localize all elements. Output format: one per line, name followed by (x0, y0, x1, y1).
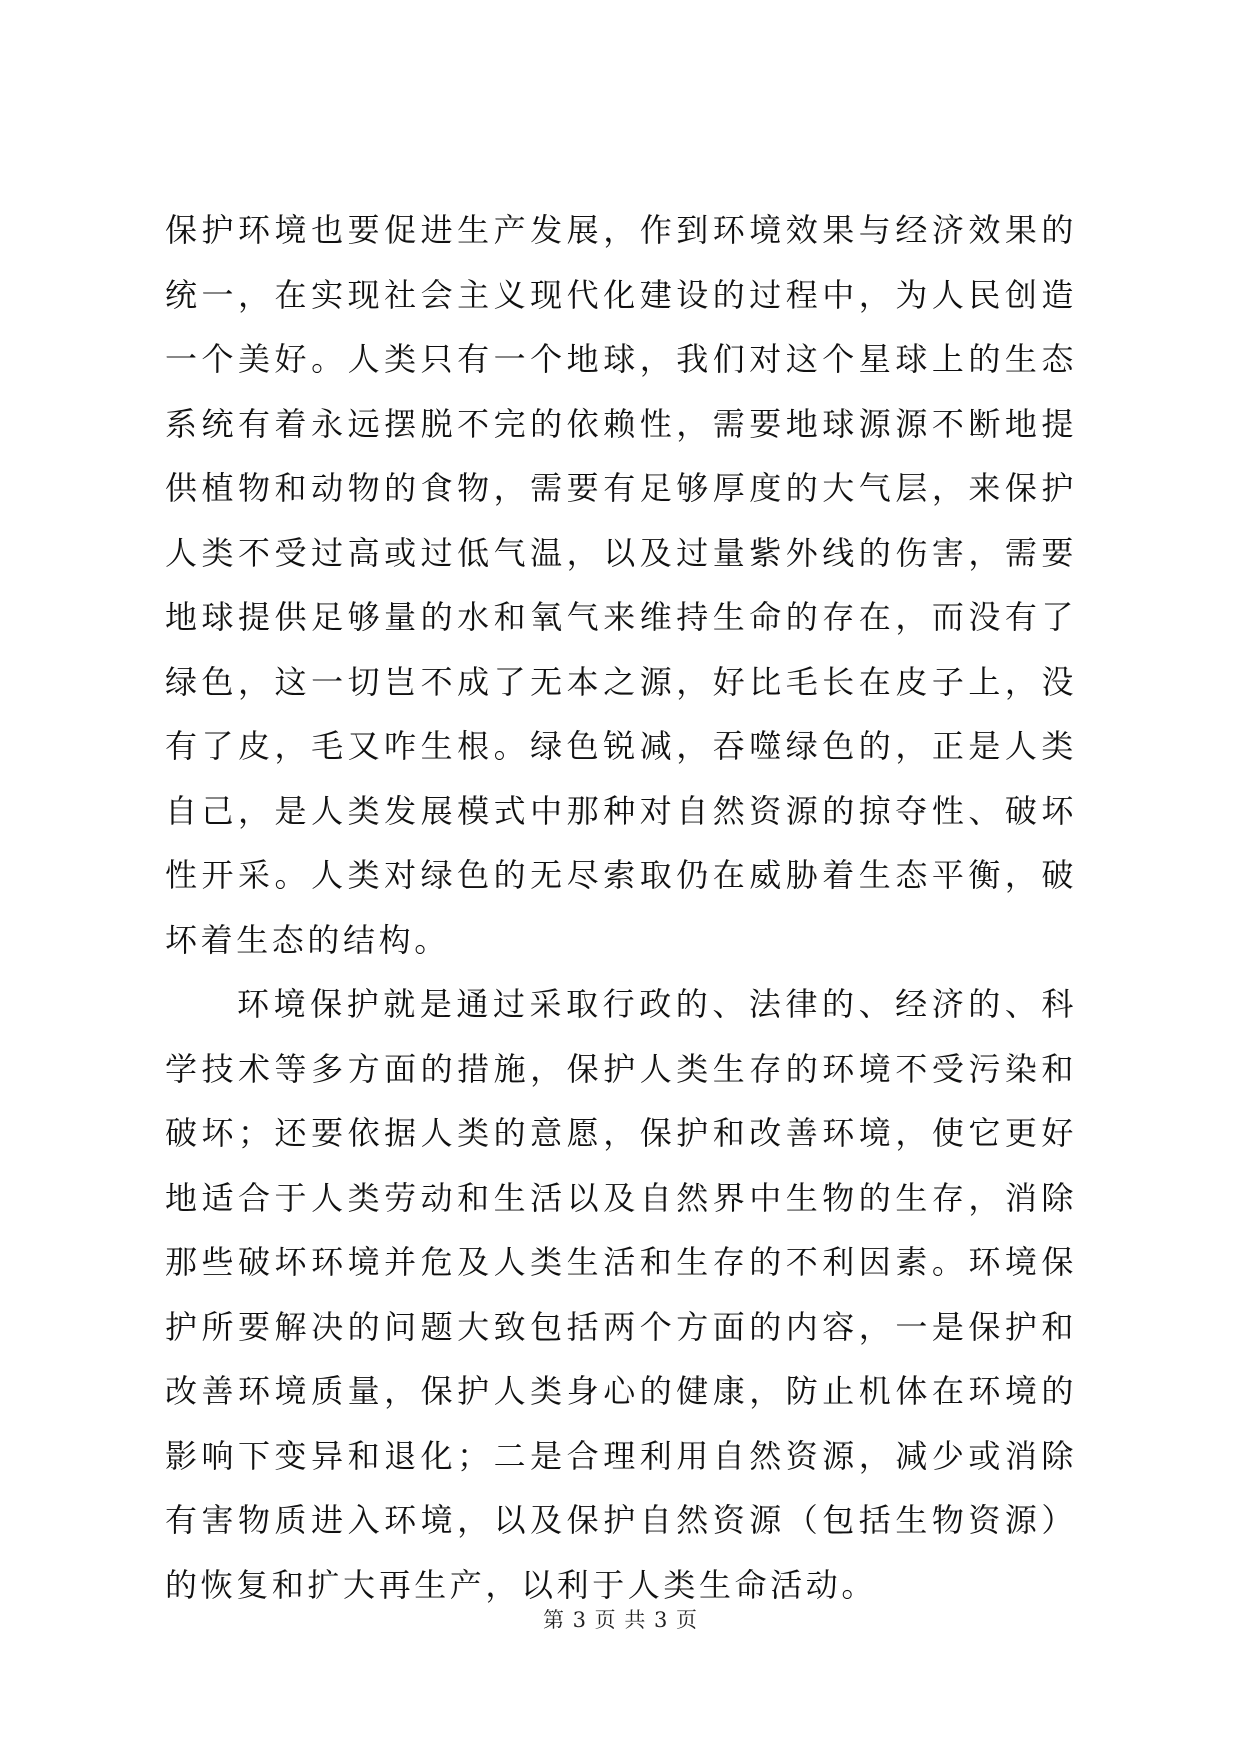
page-footer: 第 3 页 共 3 页 (542, 1608, 699, 1632)
document-body (165, 198, 1077, 1617)
paragraph-2: 环境保护就是通过采取行政的、法律的、经济的、科学技术等多方面的措施，保护人类生存的环境不受污染和破坏；还要依据人类的意愿，保护和改善环境，使它更好地适合于人类劳动和生活以及自然界中生物的生存，消除那些破坏环境并危及人类生活和生存的不利因素。环境保护所要解决的问题大致包括两个方面的内容，一是保护和改善环境质量，保护人类身心的健康，防止机体在环境的影响下变异和退化；二是合理利用自然资源，减少或消除有害物质进入环境，以及保护自然资源（包括生物资源）的恢复和扩大再生产，以利于人类生命活动。 (165, 985, 1077, 1604)
paragraph-1: 保护环境也要促进生产发展，作到环境效果与经济效果的统一，在实现社会主义现代化建设的过程中，为人民创造一个美好。人类只有一个地球，我们对这个星球上的生态系统有着永远摆脱不完的依赖性，需要地球源源不断地提供植物和动物的食物，需要有足够厚度的大气层，来保护人类不受过高或过低气温，以及过量紫外线的伤害，需要地球提供足够量的水和氧气来维持生命的存在，而没有了绿色，这一切岂不成了无本之源，好比毛长在皮子上，没有了皮，毛又咋生根。绿色锐减，吞噬绿色的，正是人类自己，是人类发展模式中那种对自然资源的掠夺性、破坏性开采。人类对绿色的无尽索取仍在威胁着生态平衡，破坏着生态的结构。 (165, 211, 1077, 959)
